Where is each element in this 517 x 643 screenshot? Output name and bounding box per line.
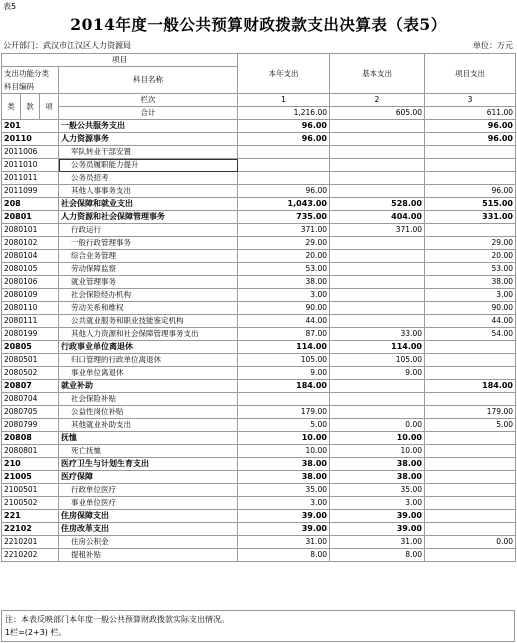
table-row <box>2 237 516 250</box>
row-project[interactable] <box>425 159 516 172</box>
row-project[interactable]: 5.00 <box>425 419 516 432</box>
table-row <box>2 549 516 562</box>
row-code[interactable]: 2080105 <box>2 263 59 276</box>
row-code[interactable]: 2011010 <box>2 159 59 172</box>
row-project[interactable]: 53.00 <box>425 263 516 276</box>
row-project[interactable] <box>425 445 516 458</box>
summary-basic[interactable]: 605.00 <box>330 107 425 120</box>
row-basic[interactable] <box>330 315 425 328</box>
row-code[interactable]: 2080110 <box>2 302 59 315</box>
row-project[interactable] <box>425 393 516 406</box>
col-total-header: 本年支出 <box>238 54 330 94</box>
row-total[interactable]: 90.00 <box>238 302 330 315</box>
row-basic[interactable] <box>330 393 425 406</box>
row-code[interactable]: 2100501 <box>2 484 59 497</box>
row-total[interactable]: 38.00 <box>238 276 330 289</box>
table-row <box>2 523 516 536</box>
table-row <box>2 172 516 185</box>
row-subject-name[interactable]: 医疗卫生与计划生育支出 <box>59 458 238 471</box>
col-index-label: 栏次 <box>59 94 238 107</box>
table-row <box>2 198 516 211</box>
row-subject-name[interactable]: 一般公共服务支出 <box>59 120 238 133</box>
row-project[interactable] <box>425 549 516 562</box>
col-project-header: 项目支出 <box>425 54 516 94</box>
row-subject-name[interactable]: 抚恤 <box>59 432 238 445</box>
row-code[interactable]: 20807 <box>2 380 59 393</box>
row-total[interactable]: 8.00 <box>238 549 330 562</box>
row-code[interactable]: 210 <box>2 458 59 471</box>
table-row <box>2 263 516 276</box>
row-basic[interactable] <box>330 406 425 419</box>
row-code[interactable]: 208 <box>2 198 59 211</box>
table-row <box>2 159 516 172</box>
row-basic[interactable] <box>330 276 425 289</box>
row-project[interactable]: 184.00 <box>425 380 516 393</box>
row-subject-name[interactable]: 行政单位医疗 <box>59 484 238 497</box>
row-subject-name[interactable]: 其他就业补助支出 <box>59 419 238 432</box>
row-project[interactable] <box>425 497 516 510</box>
row-subject-name[interactable]: 社会保障和就业支出 <box>59 198 238 211</box>
table-row <box>2 510 516 523</box>
row-project[interactable]: 44.00 <box>425 315 516 328</box>
row-total[interactable]: 87.00 <box>238 328 330 341</box>
table-row <box>2 458 516 471</box>
row-code[interactable]: 2080501 <box>2 354 59 367</box>
table-row <box>2 419 516 432</box>
row-subject-name[interactable]: 就业补助 <box>59 380 238 393</box>
table-row <box>2 289 516 302</box>
row-total[interactable]: 35.00 <box>238 484 330 497</box>
row-subject-name[interactable]: 其他人力资源和社会保障管理事务支出 <box>59 328 238 341</box>
table-row <box>2 224 516 237</box>
table-row <box>2 432 516 445</box>
row-subject-name[interactable]: 就业管理事务 <box>59 276 238 289</box>
func-code-header: 支出功能分类科目编码 <box>2 67 59 94</box>
row-basic[interactable]: 8.00 <box>330 549 425 562</box>
summary-total[interactable]: 1,216.00 <box>238 107 330 120</box>
row-total[interactable]: 735.00 <box>238 211 330 224</box>
row-total[interactable]: 20.00 <box>238 250 330 263</box>
summary-project[interactable]: 611.00 <box>425 107 516 120</box>
row-subject-name[interactable]: 综合业务管理 <box>59 250 238 263</box>
row-total[interactable]: 96.00 <box>238 133 330 146</box>
row-project[interactable] <box>425 172 516 185</box>
footer-note-line2: 1栏=(2+3) 栏。 <box>5 628 67 637</box>
header-row-index <box>2 94 516 107</box>
row-code[interactable]: 2080799 <box>2 419 59 432</box>
row-code[interactable]: 2080704 <box>2 393 59 406</box>
row-basic[interactable]: 35.00 <box>330 484 425 497</box>
row-subject-name[interactable]: 人力资源和社会保障管理事务 <box>59 211 238 224</box>
summary-row <box>2 107 516 120</box>
row-code[interactable]: 2210201 <box>2 536 59 549</box>
row-project[interactable]: 96.00 <box>425 120 516 133</box>
row-code[interactable]: 2011099 <box>2 185 59 198</box>
row-total[interactable]: 44.00 <box>238 315 330 328</box>
row-basic[interactable]: 39.00 <box>330 510 425 523</box>
row-subject-name[interactable]: 医疗保障 <box>59 471 238 484</box>
row-total[interactable] <box>238 159 330 172</box>
row-basic[interactable]: 371.00 <box>330 224 425 237</box>
row-code[interactable]: 2080102 <box>2 237 59 250</box>
row-total[interactable]: 38.00 <box>238 458 330 471</box>
row-total[interactable]: 39.00 <box>238 523 330 536</box>
row-project[interactable] <box>425 224 516 237</box>
row-subject-name[interactable]: 行政运行 <box>59 224 238 237</box>
header-row-project <box>2 54 516 67</box>
row-project[interactable] <box>425 458 516 471</box>
row-basic[interactable]: 33.00 <box>330 328 425 341</box>
table-row <box>2 536 516 549</box>
lei-header: 类 <box>2 94 21 120</box>
row-basic[interactable] <box>330 250 425 263</box>
expenditure-table <box>1 53 516 562</box>
row-subject-name[interactable]: 住房改革支出 <box>59 523 238 536</box>
row-subject-name[interactable]: 军队转业干部安置 <box>59 146 238 159</box>
row-total[interactable]: 9.00 <box>238 367 330 380</box>
summary-label: 合计 <box>59 107 238 120</box>
table-row <box>2 146 516 159</box>
row-code[interactable]: 2100502 <box>2 497 59 510</box>
row-code[interactable]: 2080705 <box>2 406 59 419</box>
row-subject-name[interactable]: 公务员招考 <box>59 172 238 185</box>
row-project[interactable] <box>425 510 516 523</box>
row-project[interactable]: 96.00 <box>425 133 516 146</box>
subject-name-header: 科目名称 <box>59 67 238 94</box>
row-basic[interactable]: 105.00 <box>330 354 425 367</box>
row-project[interactable]: 331.00 <box>425 211 516 224</box>
row-code[interactable]: 2080106 <box>2 276 59 289</box>
row-subject-name[interactable]: 一般行政管理事务 <box>59 237 238 250</box>
row-total[interactable]: 96.00 <box>238 120 330 133</box>
row-project[interactable] <box>425 432 516 445</box>
row-code[interactable]: 2080111 <box>2 315 59 328</box>
row-total[interactable]: 38.00 <box>238 471 330 484</box>
page-title: 2014年度一般公共预算财政拨款支出决算表（表5） <box>70 15 447 34</box>
sheet-tag: 表5 <box>3 2 17 11</box>
row-project[interactable] <box>425 341 516 354</box>
table-row <box>2 250 516 263</box>
row-project[interactable]: 90.00 <box>425 302 516 315</box>
row-subject-name[interactable]: 事业单位医疗 <box>59 497 238 510</box>
row-code[interactable]: 22102 <box>2 523 59 536</box>
row-basic[interactable]: 404.00 <box>330 211 425 224</box>
row-total[interactable] <box>238 172 330 185</box>
row-total[interactable]: 1,043.00 <box>238 198 330 211</box>
row-subject-name[interactable]: 归口管理的行政单位离退休 <box>59 354 238 367</box>
row-total[interactable]: 184.00 <box>238 380 330 393</box>
col-index-2: 2 <box>330 94 425 107</box>
row-code[interactable]: 20808 <box>2 432 59 445</box>
row-code[interactable]: 2210202 <box>2 549 59 562</box>
table-row <box>2 445 516 458</box>
col-index-3: 3 <box>425 94 516 107</box>
row-basic[interactable] <box>330 380 425 393</box>
row-basic[interactable]: 38.00 <box>330 458 425 471</box>
row-basic[interactable] <box>330 146 425 159</box>
row-subject-name[interactable]: 公务员履职能力提升 <box>59 159 238 172</box>
row-total[interactable]: 10.00 <box>238 445 330 458</box>
row-subject-name[interactable]: 行政事业单位离退休 <box>59 341 238 354</box>
row-code[interactable]: 2011011 <box>2 172 59 185</box>
row-basic[interactable] <box>330 302 425 315</box>
row-basic[interactable]: 528.00 <box>330 198 425 211</box>
table-row <box>2 302 516 315</box>
project-header: 项目 <box>2 54 238 67</box>
row-basic[interactable]: 0.00 <box>330 419 425 432</box>
table-row <box>2 484 516 497</box>
row-code[interactable]: 221 <box>2 510 59 523</box>
row-subject-name[interactable]: 社会保险补贴 <box>59 393 238 406</box>
row-basic[interactable] <box>330 289 425 302</box>
row-subject-name[interactable]: 公共就业服务和职业技能鉴定机构 <box>59 315 238 328</box>
table-row <box>2 328 516 341</box>
row-total[interactable]: 114.00 <box>238 341 330 354</box>
row-basic[interactable] <box>330 120 425 133</box>
row-total[interactable]: 31.00 <box>238 536 330 549</box>
row-subject-name[interactable]: 住房保障支出 <box>59 510 238 523</box>
row-total[interactable]: 10.00 <box>238 432 330 445</box>
row-code[interactable]: 21005 <box>2 471 59 484</box>
row-subject-name[interactable]: 死亡抚恤 <box>59 445 238 458</box>
row-total[interactable]: 179.00 <box>238 406 330 419</box>
unit-label: 单位：万元 <box>473 41 513 50</box>
row-project[interactable] <box>425 354 516 367</box>
row-code[interactable]: 2080801 <box>2 445 59 458</box>
row-basic[interactable]: 114.00 <box>330 341 425 354</box>
row-project[interactable]: 20.00 <box>425 250 516 263</box>
row-project[interactable]: 54.00 <box>425 328 516 341</box>
row-project[interactable]: 3.00 <box>425 289 516 302</box>
row-total[interactable]: 29.00 <box>238 237 330 250</box>
table-row <box>2 354 516 367</box>
row-total[interactable]: 39.00 <box>238 510 330 523</box>
row-subject-name[interactable]: 其他人事事务支出 <box>59 185 238 198</box>
row-total[interactable]: 105.00 <box>238 354 330 367</box>
row-total[interactable] <box>238 393 330 406</box>
table-row <box>2 133 516 146</box>
kuan-header: 款 <box>21 94 40 120</box>
row-basic[interactable]: 9.00 <box>330 367 425 380</box>
row-total[interactable]: 53.00 <box>238 263 330 276</box>
row-subject-name[interactable]: 公益性岗位补贴 <box>59 406 238 419</box>
row-subject-name[interactable]: 人力资源事务 <box>59 133 238 146</box>
row-code[interactable]: 2080101 <box>2 224 59 237</box>
table-row <box>2 315 516 328</box>
footer-note-line1: 注：本表反映部门本年度一般公共预算财政拨款实际支出情况。 <box>5 615 229 624</box>
table-row <box>2 185 516 198</box>
row-subject-name[interactable]: 社会保险经办机构 <box>59 289 238 302</box>
row-basic[interactable] <box>330 159 425 172</box>
row-project[interactable] <box>425 146 516 159</box>
row-project[interactable] <box>425 523 516 536</box>
row-total[interactable]: 5.00 <box>238 419 330 432</box>
row-code[interactable]: 20805 <box>2 341 59 354</box>
row-project[interactable] <box>425 367 516 380</box>
row-basic[interactable] <box>330 185 425 198</box>
row-basic[interactable]: 38.00 <box>330 471 425 484</box>
row-basic[interactable]: 10.00 <box>330 432 425 445</box>
table-row <box>2 471 516 484</box>
row-project[interactable] <box>425 471 516 484</box>
row-basic[interactable] <box>330 263 425 276</box>
footer-note <box>1 610 515 642</box>
row-project[interactable]: 515.00 <box>425 198 516 211</box>
row-total[interactable]: 3.00 <box>238 497 330 510</box>
row-code[interactable]: 2080502 <box>2 367 59 380</box>
row-subject-name[interactable]: 事业单位离退休 <box>59 367 238 380</box>
row-total[interactable] <box>238 146 330 159</box>
table-row <box>2 393 516 406</box>
row-subject-name[interactable]: 住房公积金 <box>59 536 238 549</box>
row-project[interactable]: 38.00 <box>425 276 516 289</box>
row-basic[interactable] <box>330 172 425 185</box>
row-code[interactable]: 2011006 <box>2 146 59 159</box>
row-project[interactable]: 0.00 <box>425 536 516 549</box>
row-code[interactable]: 20801 <box>2 211 59 224</box>
row-basic[interactable]: 31.00 <box>330 536 425 549</box>
row-code[interactable]: 2080109 <box>2 289 59 302</box>
row-code[interactable]: 20110 <box>2 133 59 146</box>
row-subject-name[interactable]: 提租补贴 <box>59 549 238 562</box>
table-row <box>2 497 516 510</box>
row-total[interactable]: 96.00 <box>238 185 330 198</box>
table-row <box>2 211 516 224</box>
row-basic[interactable]: 3.00 <box>330 497 425 510</box>
row-code[interactable]: 2080104 <box>2 250 59 263</box>
department-label: 公开部门：武汉市江汉区人力资源局 <box>3 41 131 50</box>
row-basic[interactable]: 10.00 <box>330 445 425 458</box>
table-row <box>2 406 516 419</box>
row-total[interactable]: 3.00 <box>238 289 330 302</box>
row-subject-name[interactable]: 劳动关系和维权 <box>59 302 238 315</box>
row-project[interactable]: 96.00 <box>425 185 516 198</box>
table-row <box>2 380 516 393</box>
row-code[interactable]: 201 <box>2 120 59 133</box>
row-project[interactable]: 179.00 <box>425 406 516 419</box>
row-project[interactable] <box>425 484 516 497</box>
row-subject-name[interactable]: 劳动保障监察 <box>59 263 238 276</box>
row-basic[interactable] <box>330 133 425 146</box>
row-code[interactable]: 2080199 <box>2 328 59 341</box>
table-row <box>2 120 516 133</box>
col-index-1: 1 <box>238 94 330 107</box>
table-row <box>2 276 516 289</box>
table-row <box>2 367 516 380</box>
row-basic[interactable] <box>330 237 425 250</box>
table-row <box>2 341 516 354</box>
row-project[interactable]: 29.00 <box>425 237 516 250</box>
col-basic-header: 基本支出 <box>330 54 425 94</box>
row-basic[interactable]: 39.00 <box>330 523 425 536</box>
row-total[interactable]: 371.00 <box>238 224 330 237</box>
xiang-header: 项 <box>40 94 59 120</box>
